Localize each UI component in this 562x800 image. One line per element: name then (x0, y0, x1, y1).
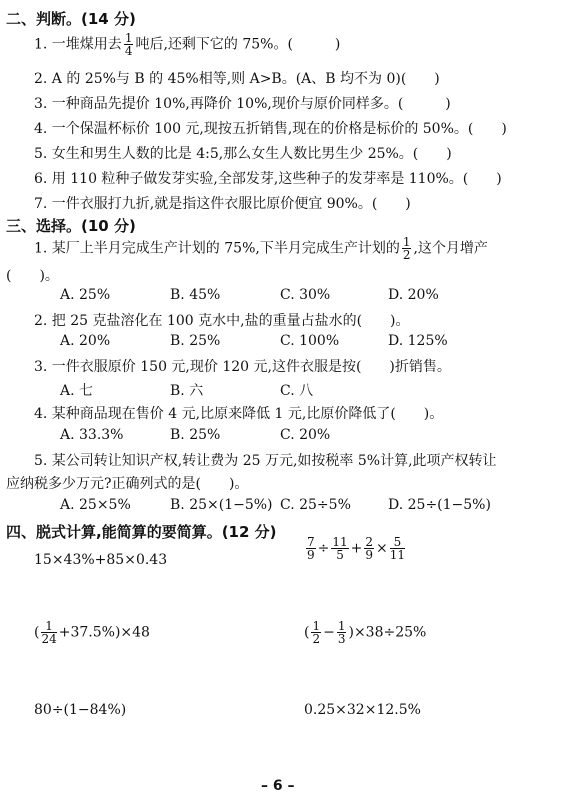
judge-q2: 2. A 的 25%与 B 的 45%相等,则 A>B。(A、B 均不为 0)( ) (34, 71, 440, 87)
option-a: A. 25×5% (60, 497, 131, 513)
fraction: $\frac{1}{4}$ (124, 31, 133, 58)
calc-expr-4: ( $\frac{1}{2}$ − $\frac{1}{3}$ )×38÷25% (304, 619, 427, 646)
calc-expr-1: 15×43%+85×0.43 (34, 552, 168, 568)
calc-expr-5: 80÷(1−84%) (34, 702, 127, 718)
option-c: C. 100% (280, 333, 340, 349)
fraction: $\frac{1}{2}$ (312, 619, 321, 646)
judge-q5: 5. 女生和男生人数的比是 4:5,那么女生人数比男生少 25%。( ) (34, 146, 452, 162)
fraction: $\frac{1}{3}$ (337, 619, 346, 646)
calc-expr-3: ( $\frac{1}{24}$ +37.5%)×48 (34, 619, 150, 646)
choice-q1-blank: ( )。 (6, 268, 59, 284)
fraction: $\frac{11}{5}$ (332, 535, 348, 562)
judge-q6: 6. 用 110 粒种子做发芽实验,全部发芽,这些种子的发芽率是 110%。( ) (34, 171, 502, 187)
page-number: – 6 – (261, 778, 295, 794)
choice-q4: 4. 某种商品现在售价 4 元,比原来降低 1 元,比原价降低了( )。 (34, 406, 444, 422)
option-b: B. 25×(1−5%) (170, 497, 273, 513)
calc-expr-6: 0.25×32×12.5% (304, 702, 421, 718)
choice-q3: 3. 一件衣服原价 150 元,现价 120 元,这件衣服是按( )折销售。 (34, 359, 451, 375)
judge-q3: 3. 一种商品先提价 10%,再降价 10%,现价与原价同样多。( ) (34, 96, 451, 112)
option-d: D. 125% (388, 333, 448, 349)
choice-q4-options (0, 427, 562, 447)
section-judge-heading: 二、判断。(14 分) (6, 10, 136, 28)
choice-q5-line2: 应纳税多少万元?正确列式的是( )。 (6, 476, 249, 492)
choice-q3-options (0, 380, 562, 400)
fraction: $\frac{2}{9}$ (365, 535, 374, 562)
option-c: C. 25÷5% (280, 497, 351, 513)
judge-q1: 1. 一堆煤用去 $\frac{1}{4}$ 吨后,还剩下它的 75%。( ) (34, 31, 341, 58)
choice-q1-options (0, 287, 562, 307)
option-b: B. 六 (170, 383, 204, 399)
fraction: $\frac{5}{11}$ (389, 535, 406, 562)
calc-expr-2: $\frac{7}{9}$ ÷ $\frac{11}{5}$ + $\frac{2}{9}$ × $\frac{5}{11}$ (307, 535, 406, 562)
choice-q2: 2. 把 25 克盐溶化在 100 克水中,盐的重量占盐水的( )。 (34, 313, 410, 329)
judge-q7: 7. 一件衣服打九折,就是指这件衣服比原价便宜 90%。( ) (34, 196, 411, 212)
option-c: C. 30% (280, 287, 331, 303)
section-calc-heading: 四、脱式计算,能简算的要简算。(12 分) (6, 523, 277, 541)
option-c: C. 八 (280, 383, 314, 399)
section-choice-heading: 三、选择。(10 分) (6, 217, 136, 235)
option-a: A. 20% (60, 333, 111, 349)
choice-q1: 1. 某厂上半月完成生产计划的 75%,下半月完成生产计划的 $\frac{1}{2}$ ,这个月增产 (34, 235, 488, 262)
choice-q5-options (0, 497, 562, 517)
choice-q5-line1: 5. 某公司转让知识产权,转让费为 25 万元,如按税率 5%计算,此项产权转让 (34, 453, 497, 469)
option-d: D. 25÷(1−5%) (388, 497, 491, 513)
option-a: A. 25% (60, 287, 111, 303)
choice-q2-options (0, 333, 562, 353)
fraction: $\frac{1}{2}$ (402, 235, 411, 262)
fraction: $\frac{1}{24}$ (41, 619, 57, 646)
option-b: B. 25% (170, 427, 221, 443)
fraction: $\frac{7}{9}$ (307, 535, 315, 562)
option-c: C. 20% (280, 427, 331, 443)
option-a: A. 七 (60, 383, 94, 399)
judge-q4: 4. 一个保温杯标价 100 元,现按五折销售,现在的价格是标价的 50%。( ) (34, 121, 507, 137)
option-b: B. 45% (170, 287, 221, 303)
option-d: D. 20% (388, 287, 439, 303)
option-b: B. 25% (170, 333, 221, 349)
option-a: A. 33.3% (60, 427, 124, 443)
